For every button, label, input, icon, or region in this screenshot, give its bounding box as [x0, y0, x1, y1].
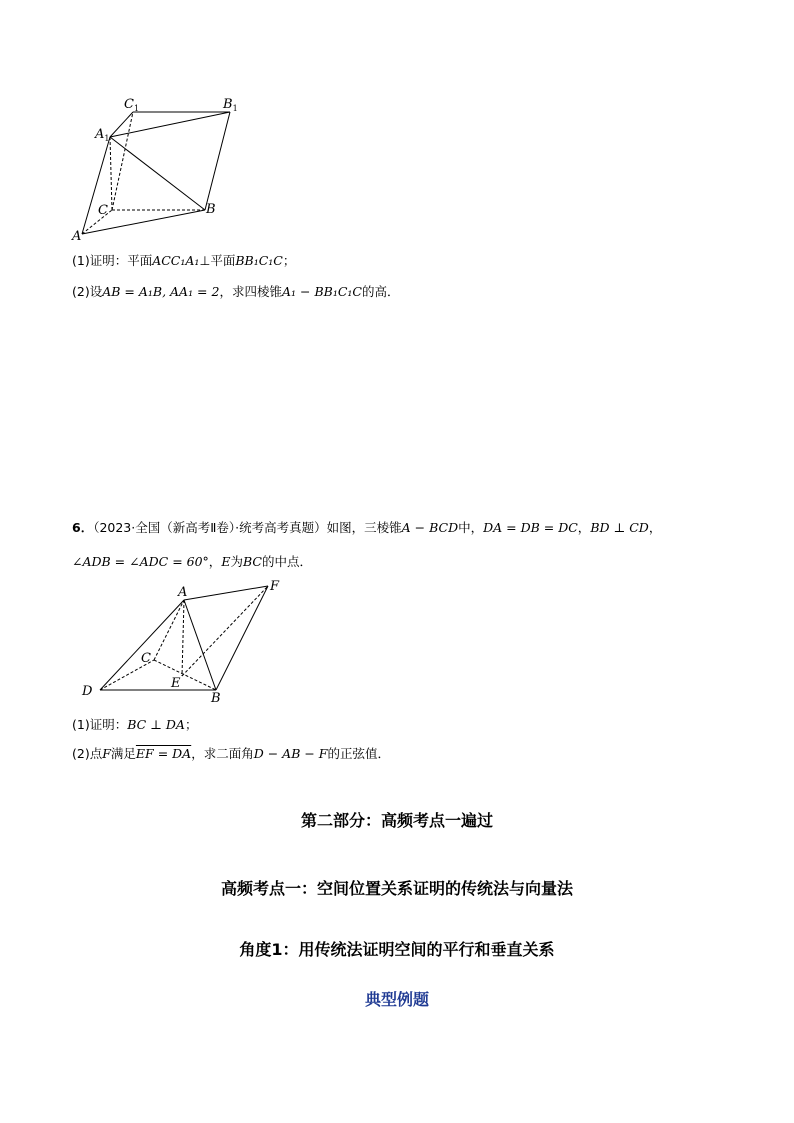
label-D: D — [82, 684, 93, 699]
prism-diagram — [70, 92, 250, 242]
edge-A1-C — [110, 137, 112, 210]
edge-F-B — [216, 586, 268, 690]
prism-figure — [70, 92, 250, 242]
q6-stem-line1: 6．（2023·全国（新高考Ⅱ卷）·统考高考真题）如图，三棱锥A − BCD中，DA = DB = DC，BD ⊥ CD， — [72, 520, 662, 535]
edge-C-C1 — [112, 112, 133, 210]
label-C: C — [141, 651, 151, 666]
edge-A1-B1 — [110, 112, 230, 137]
edge-C-A — [154, 600, 184, 660]
label-F: F — [270, 579, 280, 594]
q5-part2: (2)设AB = A₁B, AA₁ = 2，求四棱锥A₁ − BB₁C₁C的高． — [72, 284, 400, 299]
edge-A-A1 — [82, 137, 110, 234]
q6-stem-line2: ∠ADB = ∠ADC = 60°，E为BC的中点． — [72, 554, 312, 569]
label-A: A — [178, 585, 188, 600]
q6-part2: (2)点F满足EF = DA，求二面角D − AB − F的正弦值． — [72, 746, 390, 761]
edge-A-E — [182, 600, 184, 676]
tetrahedron-figure — [78, 578, 293, 706]
edge-A1-B — [110, 137, 205, 210]
q5-part1: (1)证明：平面ACC₁A₁⊥平面BB₁C₁C； — [72, 253, 296, 268]
label-B: B — [206, 202, 216, 217]
label-E: E — [171, 676, 181, 691]
q6-part1: (1)证明：BC ⊥ DA； — [72, 717, 198, 732]
heading-point1: 高频考点一：空间位置关系证明的传统法与向量法 — [220, 879, 573, 898]
edge-A-F — [184, 586, 268, 600]
label-A: A — [72, 229, 82, 244]
label-A1: $A_1$ — [95, 127, 110, 143]
label-B: B — [211, 691, 221, 706]
label-C1: $C_1$ — [124, 97, 140, 113]
edge-B1-B — [205, 112, 230, 210]
heading-angle1: 角度1：用传统法证明空间的平行和垂直关系 — [239, 940, 555, 959]
label-B1: $B_1$ — [223, 97, 238, 113]
label-C: C — [98, 203, 108, 218]
heading-examples: 典型例题 — [364, 990, 429, 1009]
tetrahedron-diagram — [78, 578, 293, 706]
vector-expression: EF = DA — [135, 746, 192, 761]
heading-part2: 第二部分：高频考点一遍过 — [300, 811, 493, 830]
